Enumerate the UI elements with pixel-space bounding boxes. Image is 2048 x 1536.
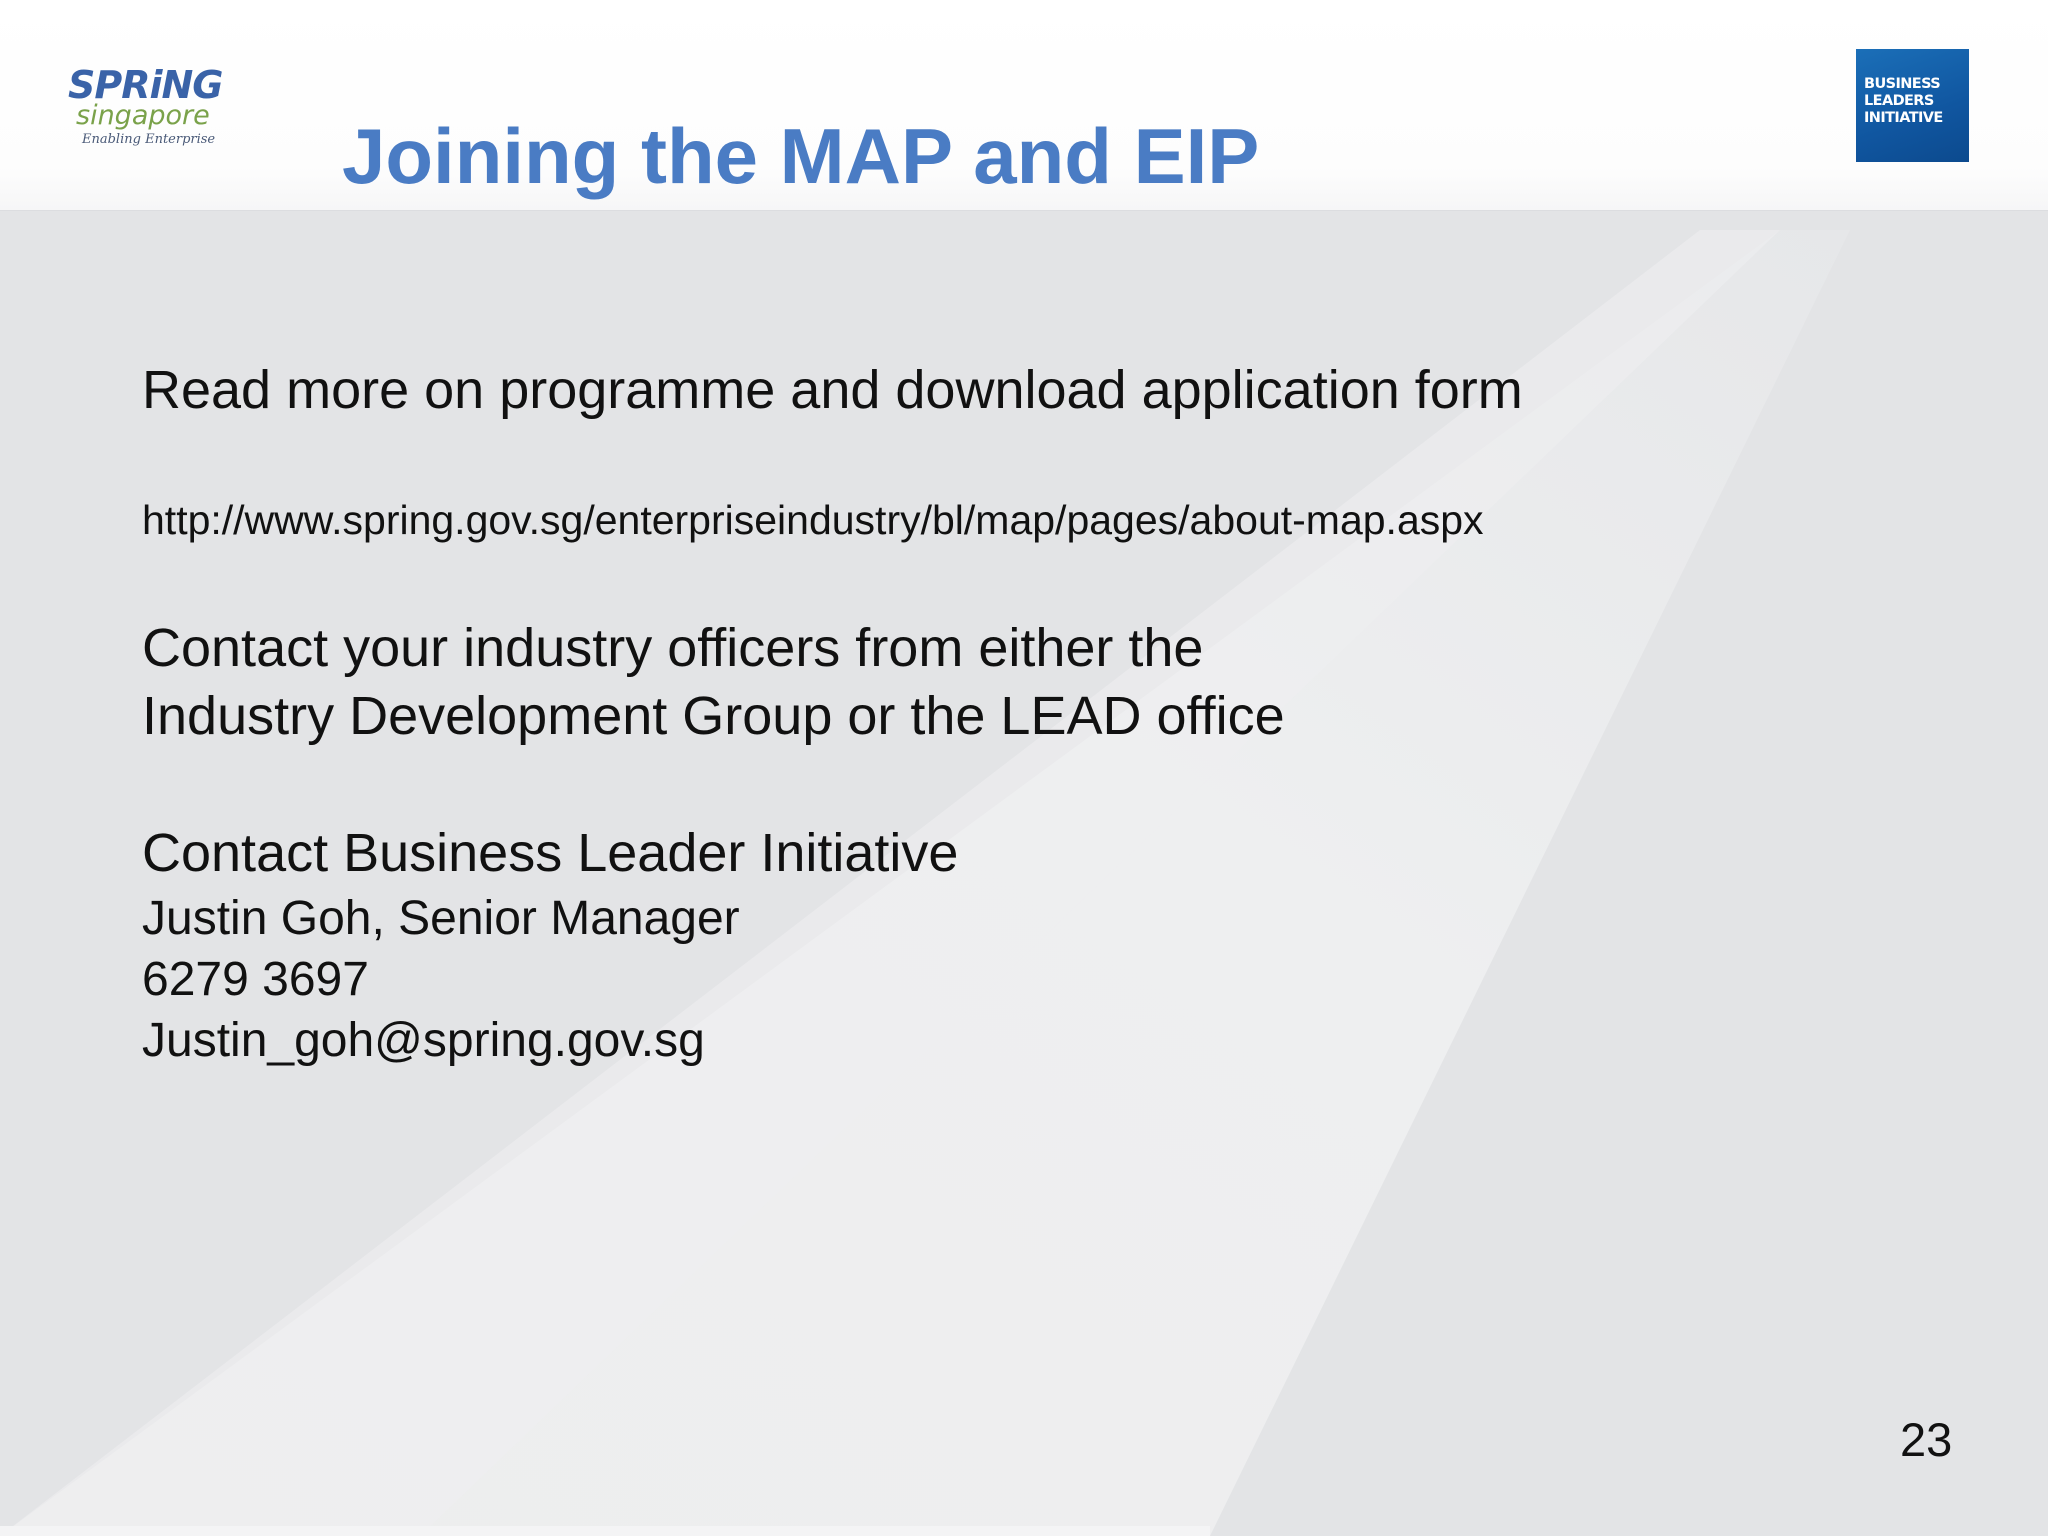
spring-logo-singapore: singapore xyxy=(76,100,210,131)
slide-title: Joining the MAP and EIP xyxy=(342,112,1260,200)
spring-singapore-logo xyxy=(64,62,234,162)
contact-name: Justin Goh, Senior Manager xyxy=(142,892,740,945)
programme-url-link[interactable]: http://www.spring.gov.sg/enterpriseindustry/bl/map/pages/about-map.aspx xyxy=(142,497,1484,543)
contact-phone: 6279 3697 xyxy=(142,953,369,1006)
bli-logo-text: BUSINESS LEADERS INITIATIVE xyxy=(1864,76,1943,126)
read-more-text: Read more on programme and download application form xyxy=(142,360,1523,420)
contact-industry-line-1: Contact your industry officers from either the xyxy=(142,618,1204,678)
contact-bli-heading: Contact Business Leader Initiative xyxy=(142,823,959,883)
spring-logo-tagline: Enabling Enterprise xyxy=(82,132,216,147)
spring-logo-wordmark: SPRiNG xyxy=(68,63,223,107)
business-leaders-initiative-logo xyxy=(1856,49,1969,162)
page-number: 23 xyxy=(1900,1413,1953,1466)
contact-industry-line-2: Industry Development Group or the LEAD office xyxy=(142,686,1285,746)
contact-email-link[interactable]: Justin_goh@spring.gov.sg xyxy=(142,1014,705,1067)
